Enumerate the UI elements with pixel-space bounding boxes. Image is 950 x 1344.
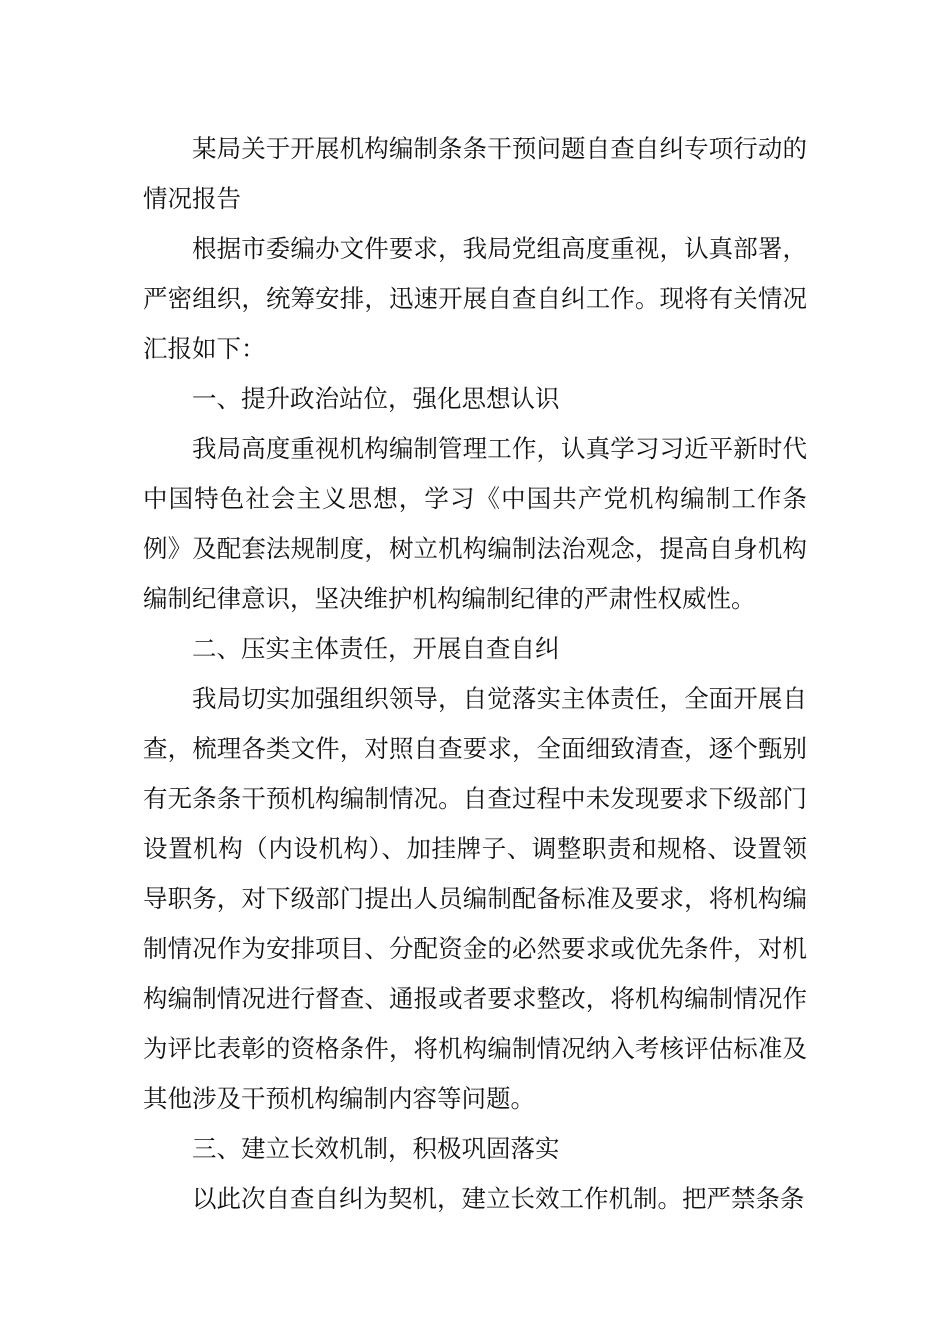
paragraph-intro: 根据市委编办文件要求，我局党组高度重视，认真部署，严密组织，统筹安排，迅速开展自查自纠工作。现将有关情况汇报如下： (143, 234, 807, 363)
paragraph-section-2: 我局切实加强组织领导，自觉落实主体责任，全面开展自查，梳理各类文件，对照自查要求，全面细致清查，逐个甄别有无条条干预机构编制情况。自查过程中未发现要求下级部门设置机构（内设机构）、加挂牌子、调整职责和规格、设置领导职务，对下级部门提出人员编制配备标准及要求，将机构编制情况作为安排项目、分配资金的必然要求或优先条件，对机构编制情况进行督查、通报或者要求整改，将机构编制情况作为评比表彰的资格条件，将机构编制情况纳入考核评估标准及其他涉及干预机构编制内容等问题。 (143, 684, 807, 1113)
section-heading-2: 二、压实主体责任，开展自查自纠 (192, 634, 560, 663)
document-title: 某局关于开展机构编制条条干预问题自查自纠专项行动的情况报告 (143, 134, 807, 213)
paragraph-section-1: 我局高度重视机构编制管理工作，认真学习习近平新时代中国特色社会主义思想，学习《中国共产党机构编制工作条例》及配套法规制度，树立机构编制法治观念，提高自身机构编制纪律意识，坚决维护机构编制纪律的严肃性权威性。 (143, 434, 807, 613)
paragraph-section-3: 以此次自查自纠为契机，建立长效工作机制。把严禁条条 (192, 1184, 805, 1213)
section-heading-3: 三、建立长效机制，积极巩固落实 (192, 1134, 560, 1163)
document-page (143, 124, 807, 1224)
section-heading-1: 一、提升政治站位，强化思想认识 (192, 384, 560, 413)
